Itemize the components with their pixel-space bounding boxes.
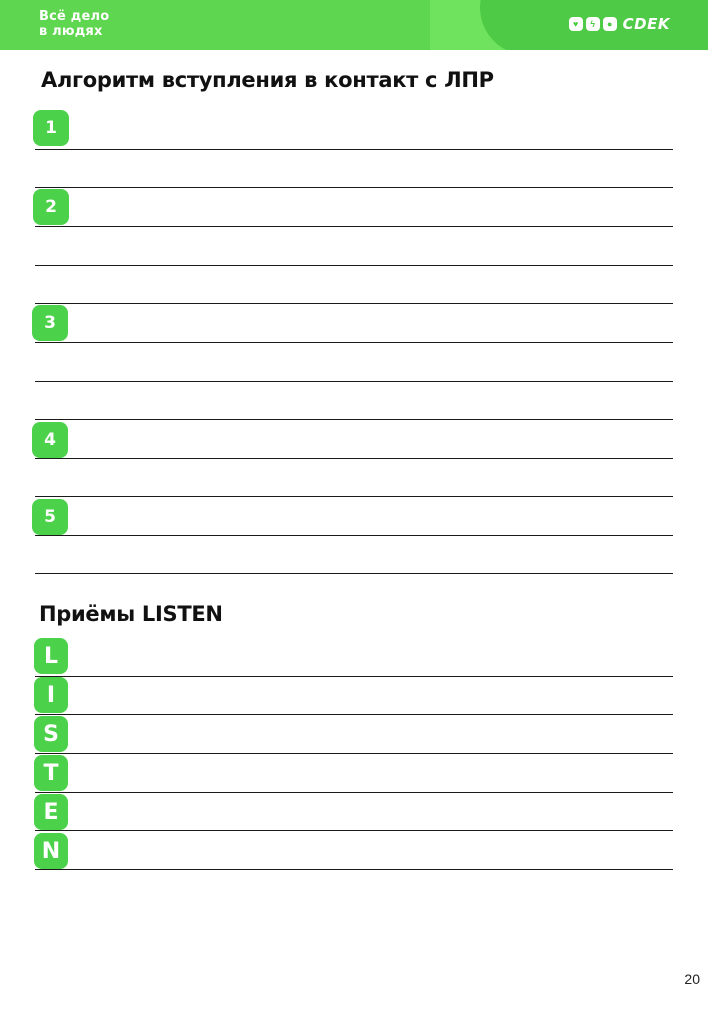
step-badge-2: 2 — [33, 189, 69, 225]
writing-line — [35, 303, 673, 304]
brand-logo — [569, 15, 670, 33]
listen-letter-e: E — [34, 794, 68, 830]
listen-letter-n: N — [34, 833, 68, 869]
writing-line — [35, 419, 673, 420]
listen-letter-i: I — [34, 677, 68, 713]
header-banner — [0, 0, 708, 50]
writing-line — [35, 381, 673, 382]
writing-line — [35, 342, 673, 343]
writing-line — [35, 226, 673, 227]
writing-line — [35, 535, 673, 536]
writing-line — [35, 753, 673, 754]
slogan-line-2: в людях — [39, 24, 103, 39]
writing-line — [35, 792, 673, 793]
writing-line — [35, 149, 673, 150]
step-badge-3: 3 — [32, 305, 68, 341]
step-badge-4: 4 — [32, 422, 68, 458]
listen-letter-t: T — [34, 755, 68, 791]
step-badge-1: 1 — [33, 110, 69, 146]
writing-line — [35, 458, 673, 459]
listen-letter-s: S — [34, 716, 68, 752]
slogan — [39, 9, 109, 39]
step-badge-5: 5 — [32, 499, 68, 535]
dot-icon: ● — [603, 17, 617, 31]
writing-line — [35, 187, 673, 188]
writing-line — [35, 265, 673, 266]
listen-letter-l: L — [34, 638, 68, 674]
writing-line — [35, 573, 673, 574]
page-number: 20 — [684, 971, 700, 987]
logo-text: CDEK — [622, 15, 670, 33]
section-title-listen: Приёмы LISTEN — [39, 602, 223, 626]
writing-line — [35, 676, 673, 677]
writing-line — [35, 714, 673, 715]
writing-line — [35, 869, 673, 870]
writing-line — [35, 830, 673, 831]
bolt-icon: ϟ — [586, 17, 600, 31]
heart-icon: ♥ — [569, 17, 583, 31]
slogan-line-1: Всё дело — [39, 9, 110, 24]
writing-line — [35, 496, 673, 497]
page-title: Алгоритм вступления в контакт с ЛПР — [41, 68, 494, 92]
